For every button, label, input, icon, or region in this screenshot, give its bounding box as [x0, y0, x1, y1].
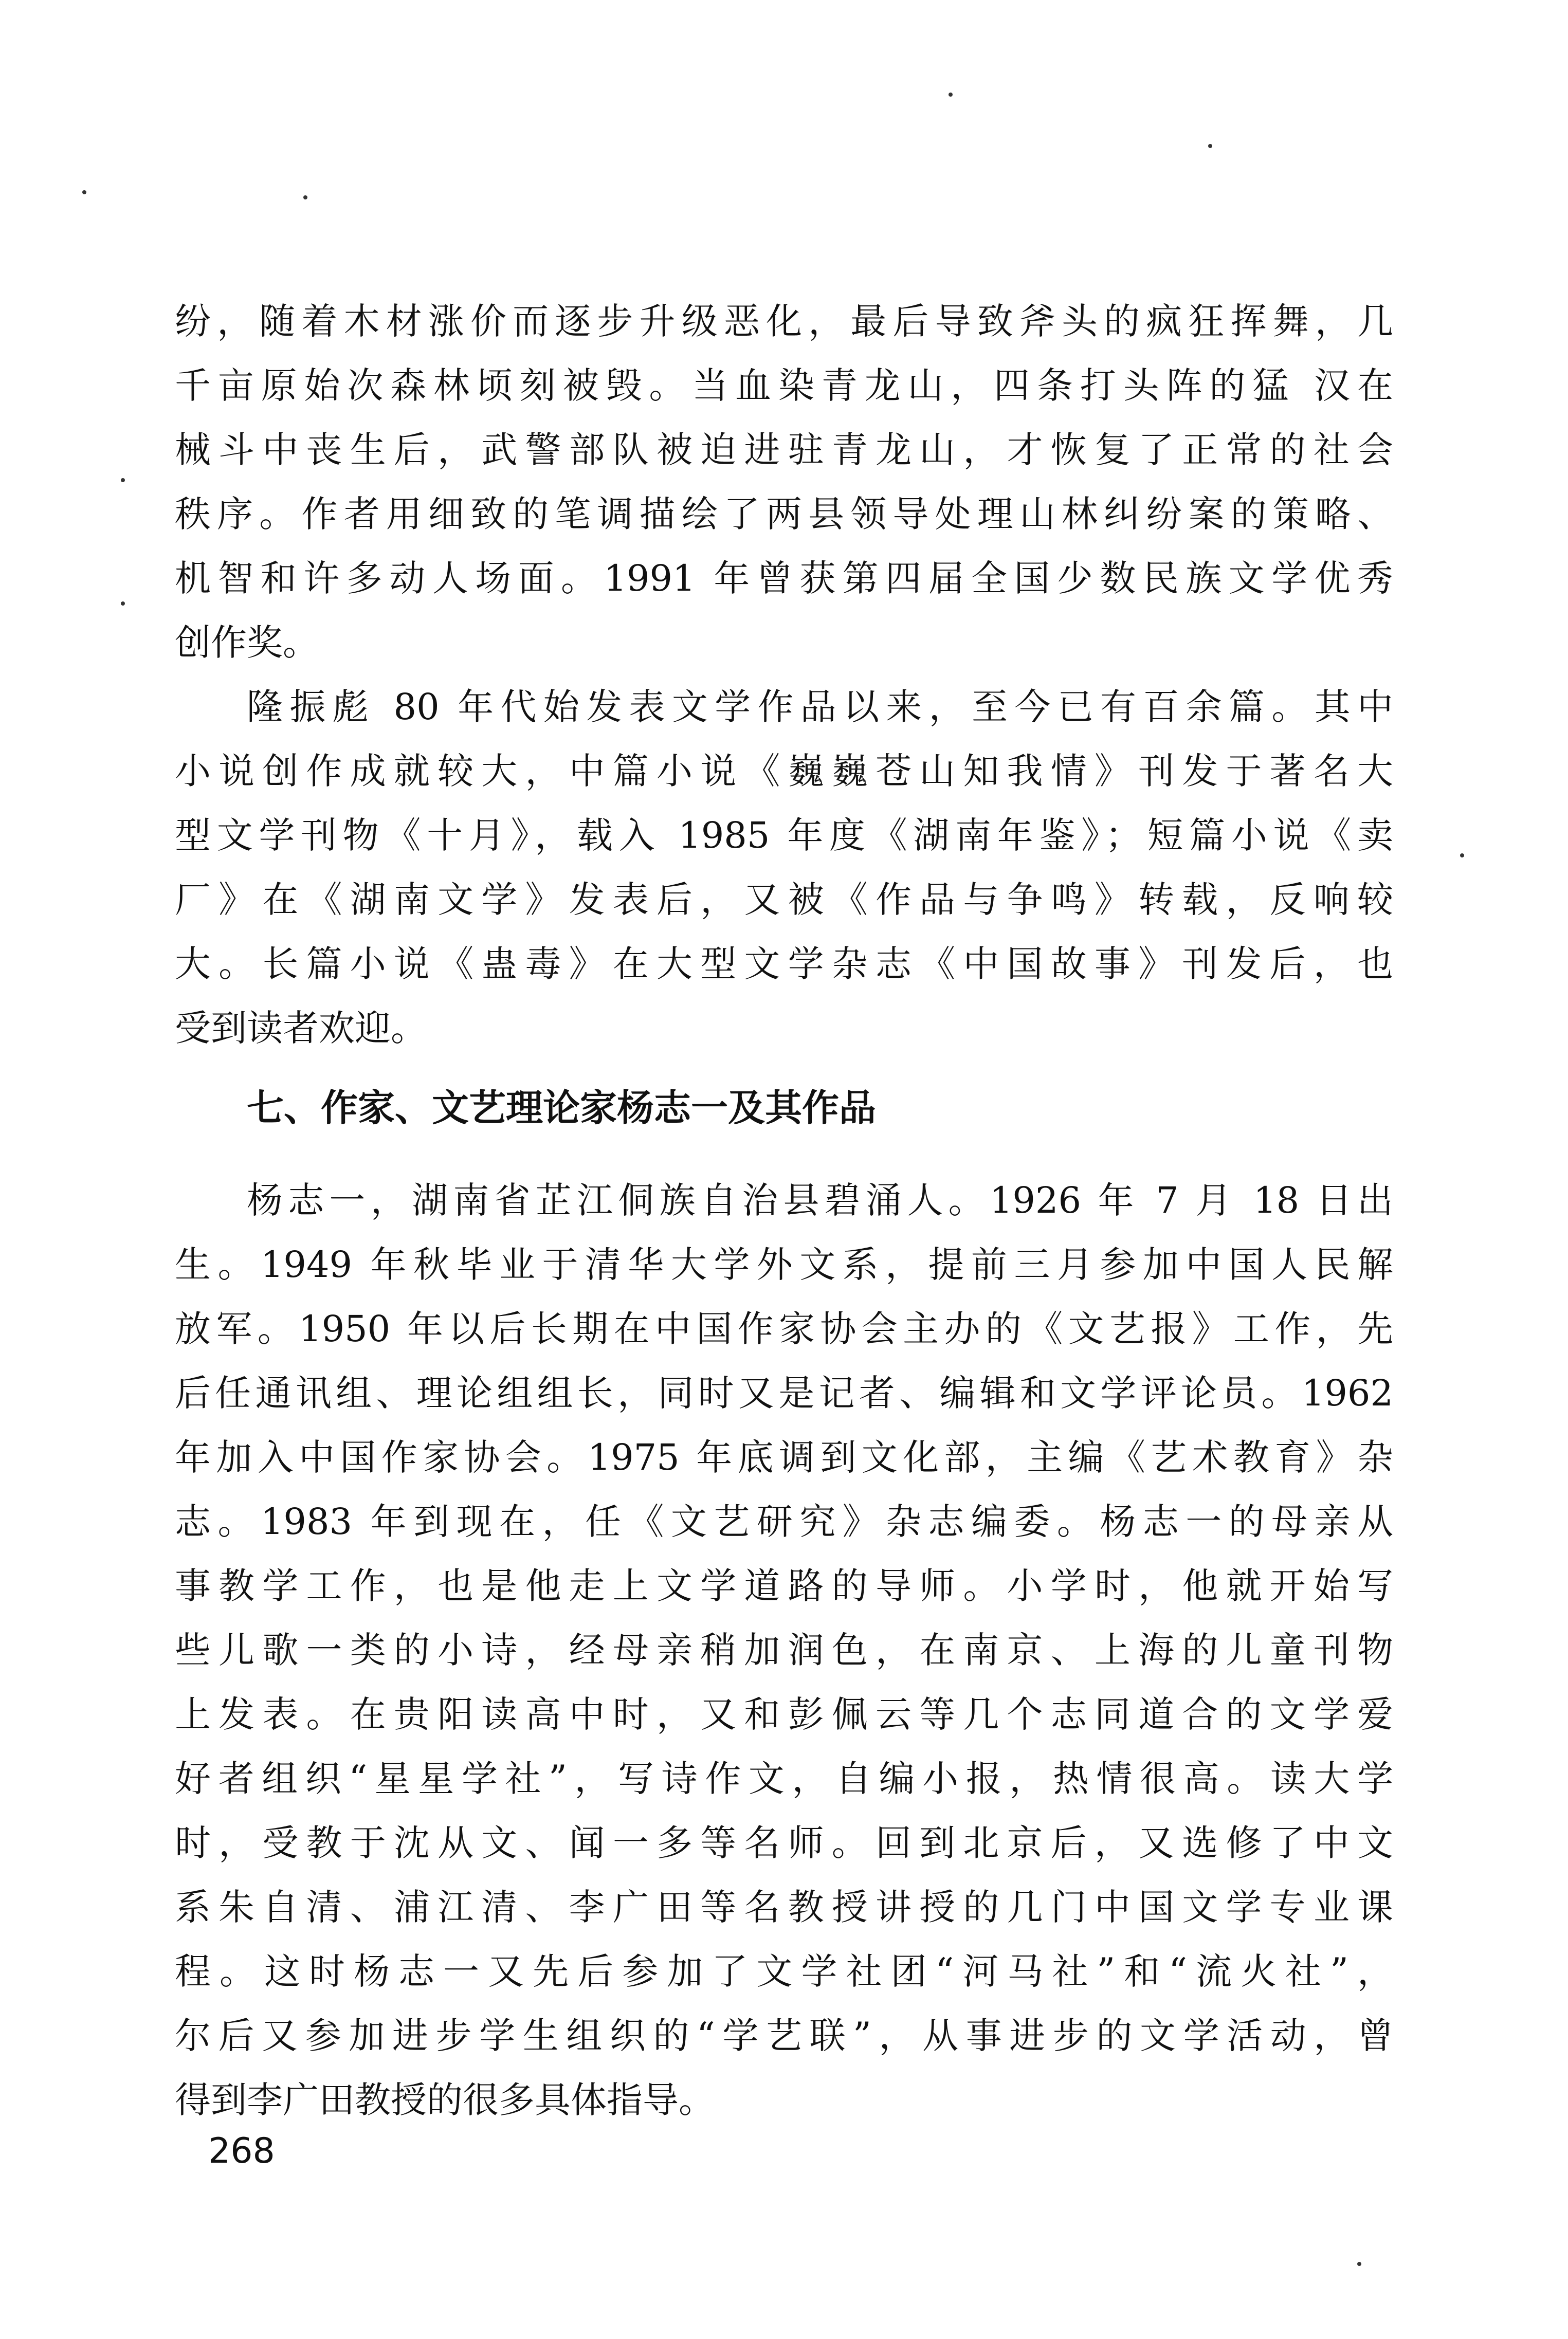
scan-speck	[121, 478, 125, 482]
text-line: 小说创作成就较大，中篇小说《巍巍苍山知我情》刊发于著名大	[175, 750, 1393, 792]
text-line: 型文学刊物《十月》，载入 1985 年度《湖南年鉴》；短篇小说《卖	[175, 814, 1393, 856]
text-line: 程。这时杨志一又先后参加了文学社团“河马社”和“流火社”，	[175, 1950, 1393, 1993]
text-line: 志。1983 年到现在，任《文艺研究》杂志编委。杨志一的母亲从	[175, 1501, 1393, 1543]
text-line: 隆振彪 80 年代始发表文学作品以来，至今已有百余篇。其中	[247, 686, 1393, 728]
text-line: 事教学工作，也是他走上文学道路的导师。小学时，他就开始写	[175, 1565, 1393, 1607]
scan-speck	[1460, 853, 1464, 857]
text-line: 厂》在《湖南文学》发表后，又被《作品与争鸣》转载，反响较	[175, 879, 1393, 921]
scan-speck	[82, 190, 86, 194]
text-line: 创作奖。	[175, 622, 319, 664]
text-line: 些儿歌一类的小诗，经母亲稍加润色，在南京、上海的儿童刊物	[175, 1629, 1393, 1671]
text-line: 后任通讯组、理论组组长，同时又是记者、编辑和文学评论员。1962	[175, 1372, 1393, 1414]
scan-speck	[121, 601, 125, 606]
text-line: 得到李广田教授的很多具体指导。	[175, 2079, 715, 2121]
text-line: 尔后又参加进步学生组织的“学艺联”，从事进步的文学活动，曾	[175, 2015, 1393, 2057]
scan-speck	[1208, 144, 1212, 148]
text-line: 系朱自清、浦江清、李广田等名教授讲授的几门中国文学专业课	[175, 1886, 1393, 1928]
scan-speck	[949, 93, 953, 97]
text-line: 好者组织“星星学社”，写诗作文，自编小报，热情很高。读大学	[175, 1758, 1393, 1800]
scan-speck	[1357, 2262, 1361, 2266]
text-line: 大。长篇小说《蛊毒》在大型文学杂志《中国故事》刊发后，也	[175, 943, 1393, 985]
page-number: 268	[208, 2131, 275, 2171]
text-line: 械斗中丧生后，武警部队被迫进驻青龙山，才恢复了正常的社会	[175, 429, 1393, 471]
text-line: 放军。1950 年以后长期在中国作家协会主办的《文艺报》工作，先	[175, 1308, 1393, 1350]
text-line: 秩序。作者用细致的笔调描绘了两县领导处理山林纠纷案的策略、	[175, 493, 1393, 535]
text-line: 受到读者欢迎。	[175, 1007, 427, 1049]
text-line: 千亩原始次森林顷刻被毁。当血染青龙山，四条打头阵的猛 汉在	[175, 364, 1393, 407]
text-line: 生。1949 年秋毕业于清华大学外文系，提前三月参加中国人民解	[175, 1244, 1393, 1286]
text-line: 时，受教于沈从文、闻一多等名师。回到北京后，又选修了中文	[175, 1822, 1393, 1864]
text-line: 上发表。在贵阳读高中时，又和彭佩云等几个志同道合的文学爱	[175, 1693, 1393, 1735]
text-line: 机智和许多动人场面。1991 年曾获第四届全国少数民族文学优秀	[175, 557, 1393, 599]
text-line: 杨志一，湖南省芷江侗族自治县碧涌人。1926 年 7 月 18 日出	[247, 1179, 1393, 1221]
section-heading: 七、作家、文艺理论家杨志一及其作品	[247, 1086, 877, 1129]
scan-speck	[303, 195, 307, 199]
text-line: 纷，随着木材涨价而逐步升级恶化，最后导致斧头的疯狂挥舞，几	[175, 300, 1393, 342]
text-line: 年加入中国作家协会。1975 年底调到文化部，主编《艺术教育》杂	[175, 1436, 1393, 1478]
